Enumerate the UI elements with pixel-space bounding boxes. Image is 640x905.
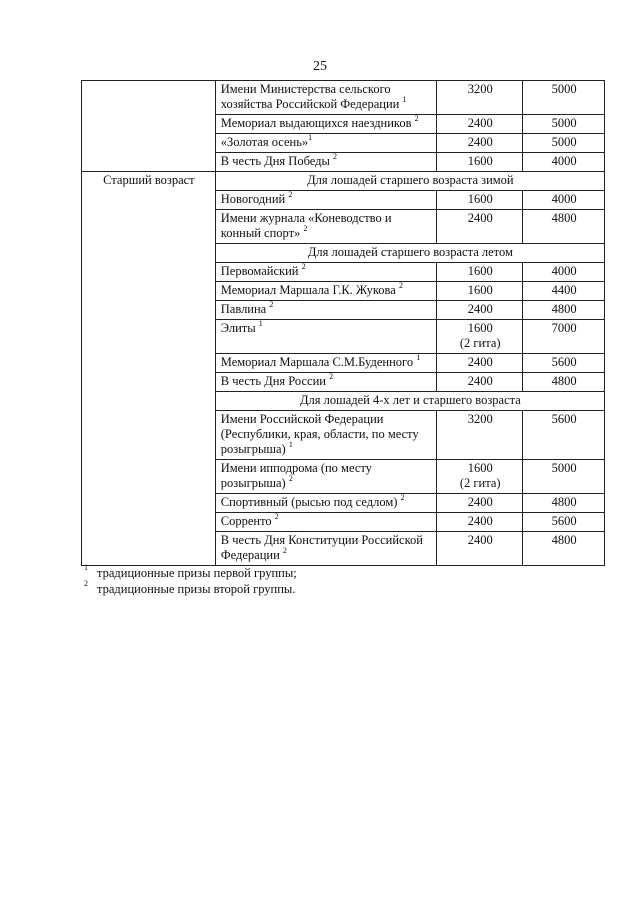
distance-cell: 2400 (437, 494, 523, 513)
footnote-mark: 2 (301, 262, 306, 271)
age-group-cell (82, 81, 216, 172)
prize-cell: 4400 (523, 282, 605, 301)
race-name: Имени Министерства сельского хозяйства Российской Федерации (220, 82, 400, 111)
prize-cell: 4800 (523, 494, 605, 513)
distance-cell: 1600 (437, 282, 523, 301)
distance-cell: 1600 (437, 153, 523, 172)
race-name: Мемориал Маршала С.М.Буденного (220, 355, 414, 369)
prize-cell: 5600 (523, 411, 605, 460)
footnote-mark: 2 (288, 474, 293, 483)
footnote-mark: 2 (84, 579, 88, 588)
race-name-cell (215, 191, 437, 210)
race-name-cell (215, 153, 437, 172)
prize-cell: 7000 (523, 320, 605, 354)
distance-cell: 2400 (437, 373, 523, 392)
footnotes (81, 565, 297, 597)
race-name: Спортивный (рысью под седлом) (220, 495, 398, 509)
prize-cell: 4000 (523, 263, 605, 282)
footnote-mark: 2 (398, 281, 403, 290)
distance-cell: 2400 (437, 115, 523, 134)
race-name: Элиты (220, 321, 256, 335)
footnote-mark: 2 (414, 114, 419, 123)
prize-cell: 5600 (523, 513, 605, 532)
prize-cell: 4800 (523, 210, 605, 244)
distance-cell: 2400 (437, 513, 523, 532)
race-name-cell (215, 282, 437, 301)
distance-value: 1600 (467, 321, 493, 335)
race-name-cell (215, 263, 437, 282)
footnote (81, 565, 297, 581)
race-name: В честь Дня Победы (220, 154, 330, 168)
age-group-cell: Старший возраст (82, 172, 216, 566)
footnote-mark: 2 (329, 372, 334, 381)
race-name: Новогодний (220, 192, 286, 206)
prize-cell: 4000 (523, 153, 605, 172)
footnote-text: традиционные призы первой группы; (97, 566, 297, 580)
prize-cell: 5000 (523, 81, 605, 115)
distance-cell (437, 320, 523, 354)
prize-cell: 5000 (523, 134, 605, 153)
prize-cell: 4000 (523, 191, 605, 210)
footnote-mark: 2 (288, 190, 293, 199)
prize-table (81, 80, 605, 566)
distance-cell: 3200 (437, 411, 523, 460)
footnote-mark: 1 (258, 319, 263, 328)
race-name-cell (215, 513, 437, 532)
prize-cell: 5600 (523, 354, 605, 373)
race-name-cell (215, 81, 437, 115)
footnote-mark: 2 (282, 546, 287, 555)
section-title: Для лошадей 4-х лет и старшего возраста (215, 392, 604, 411)
distance-cell: 1600 (437, 191, 523, 210)
distance-value: 1600 (467, 461, 493, 475)
footnote-mark: 2 (400, 493, 405, 502)
prize-cell: 4800 (523, 532, 605, 566)
footnote (81, 581, 297, 597)
footnote-mark: 1 (288, 440, 293, 449)
prize-cell: 5000 (523, 115, 605, 134)
race-name-cell (215, 373, 437, 392)
section-title: Для лошадей старшего возраста зимой (215, 172, 604, 191)
race-name: Павлина (220, 302, 267, 316)
footnote-mark: 1 (308, 133, 313, 142)
footnote-mark: 1 (416, 353, 421, 362)
distance-cell: 2400 (437, 134, 523, 153)
distance-cell: 2400 (437, 354, 523, 373)
race-name: Первомайский (220, 264, 299, 278)
race-name-cell (215, 320, 437, 354)
race-name-cell (215, 354, 437, 373)
page-number: 25 (313, 59, 327, 74)
race-name: В честь Дня Конституции Российской Федерации (220, 533, 423, 562)
prize-cell: 4800 (523, 301, 605, 320)
race-name-cell (215, 494, 437, 513)
table-row (82, 81, 605, 115)
race-name-cell (215, 134, 437, 153)
footnote-text: традиционные призы второй группы. (97, 582, 296, 596)
race-name-cell (215, 301, 437, 320)
race-name: Мемориал Маршала Г.К. Жукова (220, 283, 396, 297)
distance-note: (2 гита) (459, 336, 501, 350)
section-title: Для лошадей старшего возраста летом (215, 244, 604, 263)
race-name: Мемориал выдающихся наездников (220, 116, 412, 130)
race-name-cell (215, 411, 437, 460)
distance-cell: 1600 (437, 263, 523, 282)
distance-note: (2 гита) (459, 476, 501, 490)
footnote-mark: 1 (84, 563, 88, 572)
distance-cell: 2400 (437, 532, 523, 566)
race-name: В честь Дня России (220, 374, 326, 388)
prize-cell: 5000 (523, 460, 605, 494)
race-name-cell (215, 532, 437, 566)
footnote-mark: 1 (402, 95, 407, 104)
distance-cell: 2400 (437, 210, 523, 244)
race-name: Имени Российской Федерации (Республики, края, области, по месту розыгрыша) (220, 412, 419, 456)
footnote-mark: 2 (333, 152, 338, 161)
distance-cell (437, 460, 523, 494)
distance-cell: 2400 (437, 301, 523, 320)
prize-cell: 4800 (523, 373, 605, 392)
race-name-cell (215, 115, 437, 134)
footnote-mark: 2 (303, 224, 308, 233)
race-name: Сорренто (220, 514, 272, 528)
race-name: «Золотая осень» (220, 135, 309, 149)
race-name-cell (215, 210, 437, 244)
prize-table-body (82, 81, 605, 566)
distance-cell: 3200 (437, 81, 523, 115)
race-name: Имени журнала «Коневодство и конный спорт» (220, 211, 392, 240)
race-name: Имени ипподрома (по месту розыгрыша) (220, 461, 372, 490)
race-name-cell (215, 460, 437, 494)
footnote-mark: 2 (269, 300, 274, 309)
footnote-mark: 2 (274, 512, 279, 521)
section-header-row (82, 172, 605, 191)
